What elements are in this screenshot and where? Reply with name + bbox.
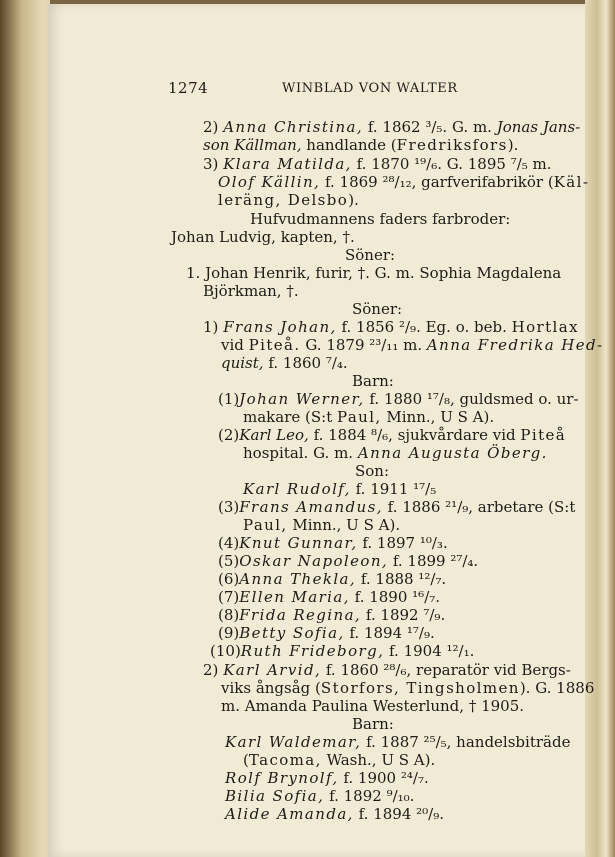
entry-line: vid Piteå. G. 1879 ²³/₁₁ m. Anna Fredrika Hed-	[221, 336, 604, 354]
section-heading: Hufvudmannens faders farbroder:	[250, 210, 511, 228]
entry-line: Rolf Brynolf, f. 1900 ²⁴/₇.	[225, 769, 429, 787]
entry-line: (Tacoma, Wash., U S A).	[243, 751, 436, 769]
entry-line: Karl Waldemar, f. 1887 ²⁵/₅, handelsbiträde	[225, 733, 571, 751]
entry-line: son Källman, handlande (Fredriksfors).	[203, 136, 519, 154]
entry-line: (3)Frans Amandus, f. 1886 ²¹/₉, arbetare (S:t	[218, 498, 576, 516]
entry-line: (5)Oskar Napoleon, f. 1899 ²⁷/₄.	[218, 552, 479, 570]
entry-line: Johan Ludvig, kapten, †.	[171, 228, 355, 246]
entry-line: 3) Klara Matilda, f. 1870 ¹⁹/₆. G. 1895 ⁷/₅ m.	[203, 155, 552, 173]
entry-line: Karl Rudolf, f. 1911 ¹⁷/₅	[243, 480, 437, 498]
section-heading: Söner:	[352, 300, 403, 318]
entry-line: Olof Källin, f. 1869 ²⁸/₁₂, garfverifabrikör (Käl-	[218, 173, 590, 191]
entry-line: (9)Betty Sofia, f. 1894 ¹⁷/₉.	[218, 624, 435, 642]
section-heading: Barn:	[352, 372, 394, 390]
entry-line: leräng, Delsbo).	[218, 191, 359, 209]
entry-line: (1)Johan Werner, f. 1880 ¹⁷/₈, guldsmed o. ur-	[218, 390, 579, 408]
entry-line: (7)Ellen Maria, f. 1890 ¹⁶/₇.	[218, 588, 441, 606]
entry-line: quist, f. 1860 ⁷/₄.	[221, 354, 348, 372]
entry-line: m. Amanda Paulina Westerlund, † 1905.	[221, 697, 525, 715]
entry-line: (2)Karl Leo, f. 1884 ⁸/₆, sjukvårdare vid Piteå	[218, 426, 567, 444]
entry-line: makare (S:t Paul, Minn., U S A).	[243, 408, 495, 426]
running-title: WINBLAD VON WALTER	[282, 81, 458, 96]
page-number: 1274	[168, 79, 209, 97]
entry-line: (8)Frida Regina, f. 1892 ⁷/₉.	[218, 606, 446, 624]
entry-line: hospital. G. m. Anna Augusta Öberg.	[243, 444, 548, 462]
section-heading: Barn:	[352, 715, 394, 733]
entry-line: Bilia Sofia, f. 1892 ⁹/₁₀.	[225, 787, 415, 805]
entry-line: Björkman, †.	[203, 282, 299, 300]
section-heading: Söner:	[345, 246, 396, 264]
entry-line: 2) Karl Arvid, f. 1860 ²⁸/₆, reparatör vid Bergs-	[203, 661, 571, 679]
entry-line: 1) Frans Johan, f. 1856 ²/₉. Eg. o. beb. Hortlax	[203, 318, 579, 336]
entry-line: 1. Johan Henrik, furir, †. G. m. Sophia Magdalena	[186, 264, 562, 282]
entry-line: (10)Ruth Frideborg, f. 1904 ¹²/₁.	[210, 642, 475, 660]
entry-line: (6)Anna Thekla, f. 1888 ¹²/₇.	[218, 570, 447, 588]
entry-line: Paul, Minn., U S A).	[243, 516, 401, 534]
entry-line: 2) Anna Christina, f. 1862 ³/₅. G. m. Jonas Jans-	[203, 118, 581, 136]
entry-line: viks ångsåg (Storfors, Tingsholmen). G. 1886	[221, 679, 595, 697]
entry-line: Alide Amanda, f. 1894 ²⁰/₉.	[225, 805, 444, 823]
entry-line: (4)Knut Gunnar, f. 1897 ¹⁰/₃.	[218, 534, 448, 552]
section-heading: Son:	[355, 462, 390, 480]
